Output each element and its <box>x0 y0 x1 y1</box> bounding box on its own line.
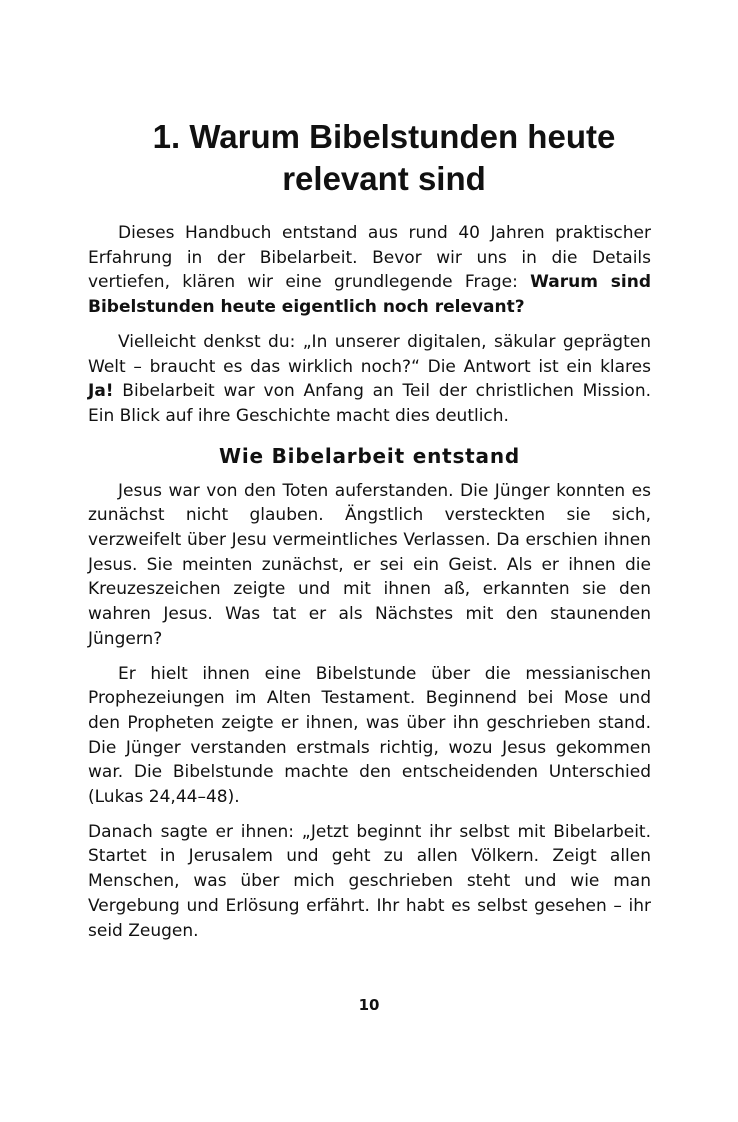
chapter-title-line-2: relevant sind <box>282 160 486 197</box>
intro-paragraph-2-bold: Ja! <box>88 381 114 402</box>
chapter-title <box>90 116 678 200</box>
section-heading: Wie Bibelarbeit entstand <box>219 443 520 468</box>
section-paragraph-2: Er hielt ihnen eine Bibelstunde über die messianischen Prophezeiungen im Alten Testament. Beginnend bei Mose und den Propheten zeigte er ihnen, was über ihn geschrieben stand. Die Jünger verstanden erstmals richtig, wozu Jesus gekommen war. Die Bibelstunde machte den entscheidenden Unterschied (Lukas 24,44–48). <box>88 663 651 808</box>
body-text <box>88 221 651 943</box>
intro-paragraph-2-text-after: Bibelarbeit war von Anfang an Teil der christlichen Mission. Ein Blick auf ihre Geschichte macht dies deutlich. <box>88 381 651 426</box>
section-paragraph-1: Jesus war von den Toten auferstanden. Die Jünger konnten es zunächst nicht glauben. Ängstlich versteckten sie sich, verzweifelt über Jesu vermeintliches Verlassen. Da erschien ihnen Jesus. Sie meinten zunächst, er sei ein Geist. Als er ihnen die Kreuzeszeichen zeigte und mit ihnen aß, erkannten sie den wahren Jesus. Was tat er als Nächstes mit den staunenden Jüngern? <box>88 480 651 649</box>
page-number: 10 <box>358 996 380 1014</box>
section-paragraph-3: Danach sagte er ihnen: „Jetzt beginnt ihr selbst mit Bibelarbeit. Startet in Jerusalem und geht zu allen Völkern. Zeigt allen Menschen, was über mich geschrieben steht und wie man Vergebung und Erlösung erfährt. Ihr habt es selbst gesehen – ihr seid Zeugen. <box>88 821 651 941</box>
intro-paragraph-1 <box>88 221 651 320</box>
intro-paragraph-1-text: Dieses Handbuch entstand aus rund 40 Jahren praktischer Erfahrung in der Bibelarbeit. Bevor wir uns in die Details vertiefen, klären wir eine grundlegende Frage: <box>88 223 651 293</box>
chapter-title-line-1: 1. Warum Bibelstunden heute <box>152 118 616 155</box>
intro-paragraph-2-text: Vielleicht denkst du: „In unserer digitalen, säkular geprägten Welt – braucht es das wirklich noch?“ Die Antwort ist ein klares <box>88 331 651 377</box>
intro-paragraph-1-bold: Warum sind Bibelstunden heute eigentlich noch relevant? <box>88 272 651 318</box>
intro-paragraph-2 <box>88 330 651 429</box>
